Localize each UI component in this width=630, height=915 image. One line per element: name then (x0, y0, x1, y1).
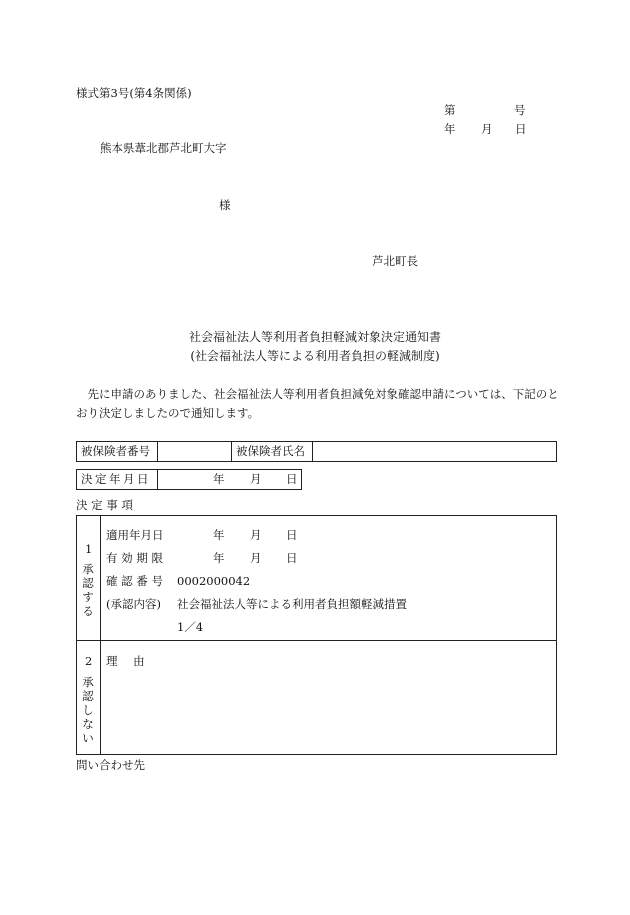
contact-label: 問い合わせ先 (76, 758, 145, 772)
body-text: 先に申請のありました、社会福祉法人等利用者負担減免対象確認申請については、下記のとおり決定しましたので通知します。 (76, 387, 559, 420)
start-date-label: 適用年月日 (106, 528, 164, 542)
decision-items-label: 決 定 事 項 (76, 498, 133, 512)
recipient-address: 熊本県葦北郡芦北町大字 (100, 141, 227, 155)
insured-number-label: 被保険者番号 (81, 444, 150, 458)
reduction-ratio: 1／4 (177, 620, 204, 634)
recipient-honorific: 様 (219, 198, 231, 212)
denied-label: 承認しない (82, 675, 94, 745)
form-id: 様式第3号(第4条関係) (76, 86, 192, 100)
reason-label: 理 由 (106, 654, 151, 668)
confirmation-number-label: 確 認 番 号 (106, 574, 163, 588)
insured-name-label: 被保険者氏名 (236, 444, 305, 458)
decision-date-label: 決定年月日 (81, 472, 151, 486)
start-date-day: 日 (286, 528, 298, 542)
valid-until-day: 日 (286, 551, 298, 565)
valid-until-year: 年 (213, 551, 225, 565)
start-date-year: 年 (213, 528, 225, 542)
issue-date-day: 日 (515, 122, 527, 136)
issuer-name: 芦北町長 (372, 254, 418, 268)
approved-label: 承認する (82, 562, 94, 618)
start-date-month: 月 (250, 528, 262, 542)
document-number-suffix: 号 (514, 103, 526, 117)
issue-date-month: 月 (481, 122, 493, 136)
decision-date-year: 年 (213, 472, 225, 486)
document-number-prefix: 第 (444, 103, 456, 117)
decision-date-month: 月 (250, 472, 262, 486)
document-title: 社会福祉法人等利用者負担軽減対象決定通知書 (188, 330, 441, 344)
document-subtitle: (社会福祉法人等による利用者負担の軽減制度) (190, 349, 440, 363)
valid-until-label: 有 効 期 限 (106, 551, 163, 565)
decision-date-day: 日 (286, 472, 298, 486)
confirmation-number-value: 0002000042 (177, 574, 251, 588)
approval-content-label: (承認内容) (106, 597, 161, 611)
approval-content-value: 社会福祉法人等による利用者負担額軽減措置 (177, 597, 407, 611)
approved-number: 1 (85, 542, 93, 556)
valid-until-month: 月 (250, 551, 262, 565)
issue-date-year: 年 (444, 122, 456, 136)
denied-number: 2 (85, 654, 93, 668)
